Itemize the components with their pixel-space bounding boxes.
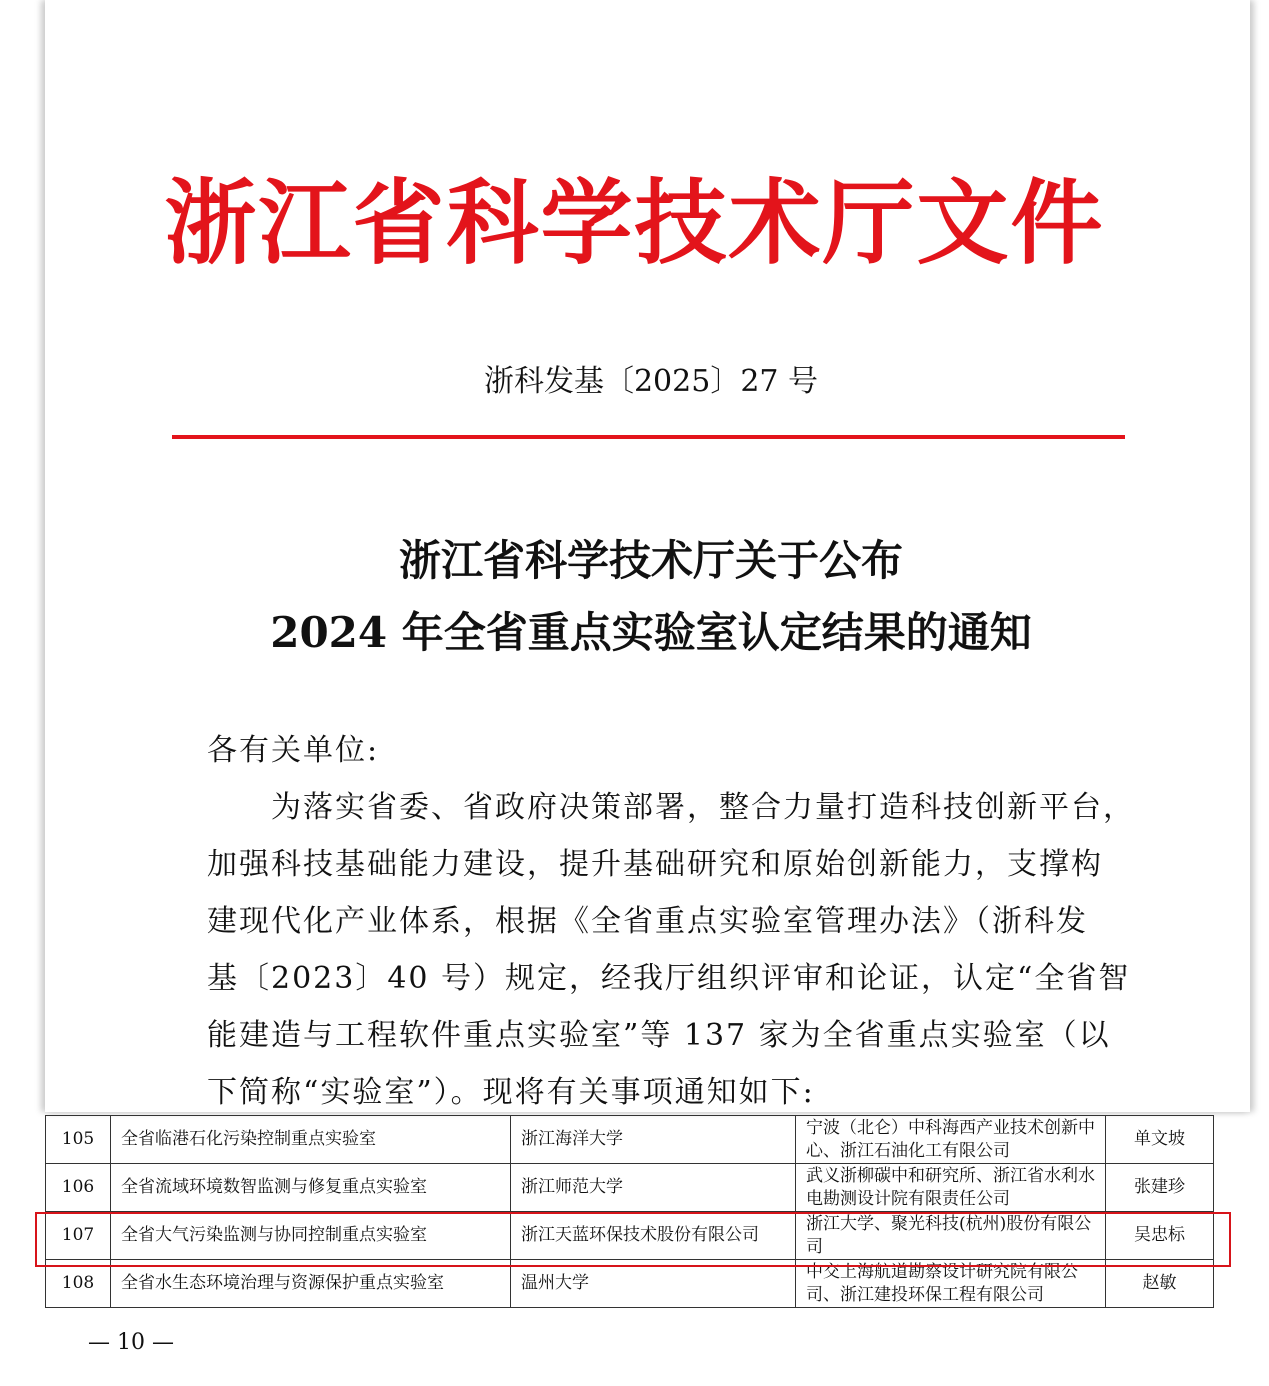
body-line: 加强科技基础能力建设，提升基础研究和原始创新能力，支撑构: [207, 847, 1103, 882]
partner-units: 宁波（北仑）中科海西产业技术创新中心、浙江石油化工有限公司: [796, 1116, 1106, 1164]
row-number: 105: [46, 1116, 111, 1164]
notice-title-line2: 2024 年全省重点实验室认定结果的通知: [270, 608, 1032, 657]
row-number: 107: [46, 1212, 111, 1260]
lab-name: 全省水生态环境治理与资源保护重点实验室: [111, 1260, 511, 1308]
lab-name: 全省流域环境数智监测与修复重点实验室: [111, 1164, 511, 1212]
body-line: 建现代化产业体系，根据《全省重点实验室管理办法》（浙科发: [207, 904, 1088, 939]
lead-unit: 温州大学: [511, 1260, 796, 1308]
page-number: — 10 —: [88, 1330, 174, 1355]
table-row: [46, 1116, 1214, 1164]
director: 赵敏: [1106, 1260, 1214, 1308]
lead-unit: 浙江师范大学: [511, 1164, 796, 1212]
salutation: 各有关单位:: [207, 733, 380, 768]
body-line: 能建造与工程软件重点实验室”等 137 家为全省重点实验室（以: [207, 1018, 1111, 1053]
body-line: 下简称“实验室”）。现将有关事项通知如下:: [207, 1075, 815, 1110]
row-number: 108: [46, 1260, 111, 1308]
partner-units: 武义浙柳碳中和研究所、浙江省水利水电勘测设计院有限责任公司: [796, 1164, 1106, 1212]
lab-name: 全省临港石化污染控制重点实验室: [111, 1116, 511, 1164]
director: 张建珍: [1106, 1164, 1214, 1212]
body-line: 基〔2023〕40 号）规定，经我厅组织评审和论证，认定“全省智: [207, 961, 1131, 996]
red-divider: [172, 435, 1125, 439]
body-line: 为落实省委、省政府决策部署，整合力量打造科技创新平台，: [207, 790, 1135, 825]
partner-units: 中交上海航道勘察设计研究院有限公司、浙江建投环保工程有限公司: [796, 1260, 1106, 1308]
document-header-title: 浙江省科学技术厅文件: [164, 170, 1105, 277]
lead-unit: 浙江天蓝环保技术股份有限公司: [511, 1212, 796, 1260]
highlight-box: [35, 1212, 1231, 1267]
partner-units: 浙江大学、聚光科技(杭州)股份有限公司: [796, 1212, 1106, 1260]
lead-unit: 浙江海洋大学: [511, 1116, 796, 1164]
lab-name: 全省大气污染监测与协同控制重点实验室: [111, 1212, 511, 1260]
document-number: 浙科发基〔2025〕27 号: [483, 364, 819, 399]
table-row: [46, 1164, 1214, 1212]
row-number: 106: [46, 1164, 111, 1212]
director: 单文坡: [1106, 1116, 1214, 1164]
director: 吴忠标: [1106, 1212, 1214, 1260]
notice-title-line1: 浙江省科学技术厅关于公布: [398, 536, 903, 585]
